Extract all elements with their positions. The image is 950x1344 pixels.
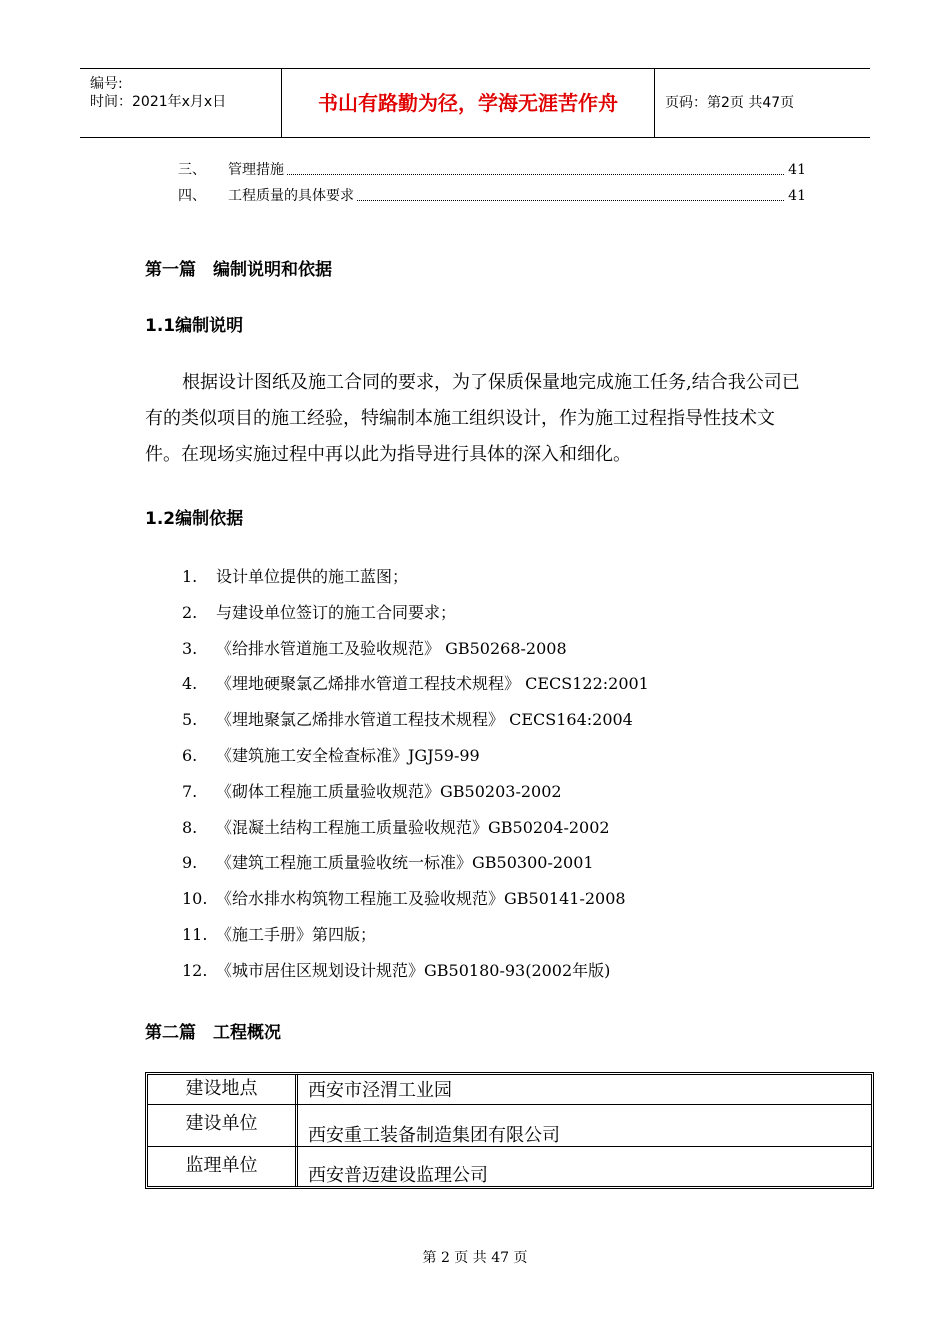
doc-time-label: 时间：2021年x月x日 [90, 94, 227, 110]
toc-entry [178, 160, 806, 180]
table-value: 西安普迈建设监理公司 [308, 1165, 488, 1186]
table-value: 西安市泾渭工业园 [308, 1080, 452, 1101]
doc-number-label: 编号: [90, 76, 123, 92]
list-item: 8. 《混凝土结构工程施工质量验收规范》GB50204-2002 [182, 817, 610, 837]
table-row [148, 1147, 871, 1186]
table-key: 建设地点 [148, 1075, 298, 1104]
table-value: 西安重工装备制造集团有限公司 [308, 1125, 560, 1146]
table-row [148, 1075, 871, 1105]
list-item: 6. 《建筑施工安全检查标准》JGJ59-99 [182, 745, 480, 765]
table-key: 监理单位 [148, 1147, 298, 1186]
toc-page: 41 [788, 188, 806, 204]
header-meta [80, 69, 281, 137]
list-item: 1. 设计单位提供的施工蓝图； [182, 567, 409, 586]
toc-page: 41 [788, 162, 806, 178]
project-overview-table [145, 1072, 874, 1189]
section2-title: 第二篇 工程概况 [145, 1023, 281, 1043]
list-item: 3. 《给排水管道施工及验收规范》 GB50268-2008 [182, 638, 567, 658]
toc-title: 工程质量的具体要求 [228, 188, 354, 204]
list-item: 4. 《埋地硬聚氯乙烯排水管道工程技术规程》 CECS122:2001 [182, 674, 649, 694]
list-item: 7. 《砌体工程施工质量验收规范》GB50203-2002 [182, 781, 562, 801]
table-row [148, 1105, 871, 1147]
section1-sub2-title: 1.2编制依据 [145, 509, 244, 529]
page-header [80, 68, 870, 138]
list-item: 10. 《给水排水构筑物工程施工及验收规范》GB50141-2008 [182, 889, 626, 909]
section1-sub1-text: 根据设计图纸及施工合同的要求，为了保质保量地完成施工任务,结合我公司已有的类似项目的施工经验，特编制本施工组织设计，作为施工过程指导性技术文件。在现场实施过程中再以此为指导进行具体的深入和细化。 [145, 372, 800, 465]
toc-number: 三、 [178, 162, 206, 178]
list-item: 5. 《埋地聚氯乙烯排水管道工程技术规程》 CECS164:2004 [182, 710, 633, 730]
toc-title: 管理措施 [228, 162, 284, 178]
reference-list [182, 563, 649, 993]
list-item: 2. 与建设单位签订的施工合同要求； [182, 602, 457, 622]
table-key: 建设单位 [148, 1105, 298, 1146]
list-item: 12. 《城市居住区规划设计规范》GB50180-93(2002年版) [182, 960, 611, 980]
page-footer: 第 2 页 共 47 页 [422, 1250, 528, 1266]
section1-sub1-title: 1.1编制说明 [145, 316, 244, 336]
header-motto: 书山有路勤为径，学海无涯苦作舟 [281, 69, 655, 137]
toc-leader [228, 174, 784, 175]
list-item: 11. 《施工手册》第四版； [182, 924, 377, 944]
list-item: 9. 《建筑工程施工质量验收统一标准》GB50300-2001 [182, 853, 594, 873]
toc-entry [178, 186, 806, 206]
toc-number: 四、 [178, 188, 206, 204]
section1-title: 第一篇 编制说明和依据 [145, 260, 332, 280]
header-page-info: 页码：第2页 共47页 [665, 95, 795, 111]
